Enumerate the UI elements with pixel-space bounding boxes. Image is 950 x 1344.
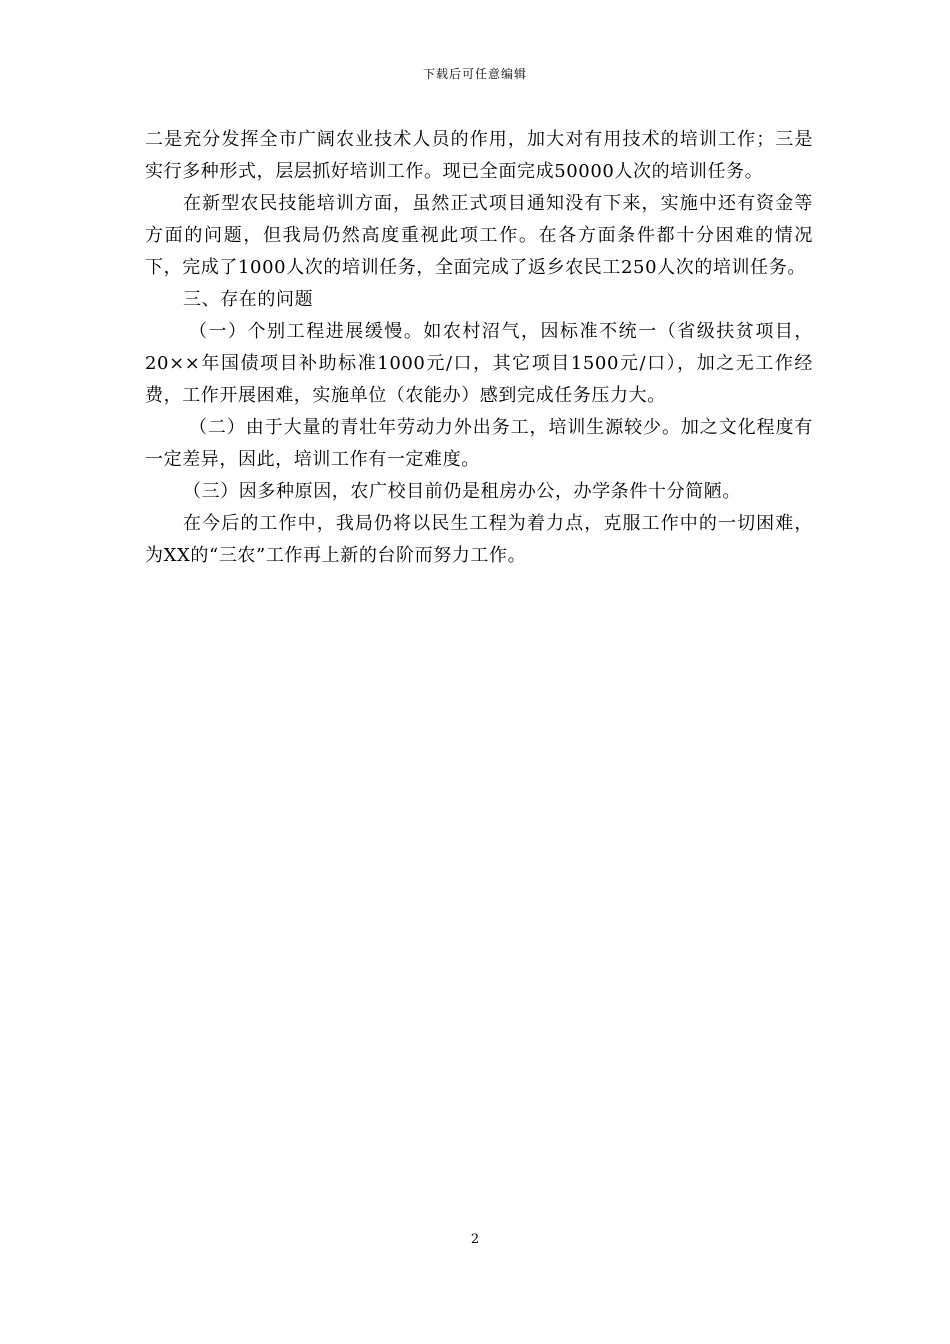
paragraph-new-farmer-training: 在新型农民技能培训方面，虽然正式项目通知没有下来，实施中还有资金等方面的问题，但我局仍然高度重视此项工作。在各方面条件都十分困难的情况下，完成了1000人次的培训任务，全面完成了返乡农民工250人次的培训任务。	[145, 193, 813, 278]
paragraph-problem-1: （一）个别工程进展缓慢。如农村沼气，因标准不统一（省级扶贫项目，20××年国债项目补助标准1000元/口，其它项目1500元/口），加之无工作经费，工作开展困难，实施单位（农能办）感到完成任务压力大。	[145, 321, 813, 406]
paragraph-problem-2: （二）由于大量的青壮年劳动力外出务工，培训生源较少。加之文化程度有一定差异，因此，培训工作有一定难度。	[145, 417, 813, 470]
section-heading-problems: 三、存在的问题	[183, 289, 314, 310]
paragraph-problem-3: （三）因多种原因，农广校目前仍是租房办公，办学条件十分简陋。	[183, 481, 741, 502]
page-number: 2	[470, 1232, 480, 1247]
paragraph-conclusion: 在今后的工作中，我局仍将以民生工程为着力点，克服工作中的一切困难，为XX的“三农”工作再上新的台阶而努力工作。	[145, 513, 813, 566]
page-header: 下载后可任意编辑	[422, 67, 527, 81]
paragraph-training-summary: 二是充分发挥全市广阔农业技术人员的作用，加大对有用技术的培训工作；三是实行多种形式，层层抓好培训工作。现已全面完成50000人次的培训任务。	[145, 129, 813, 182]
document-body	[145, 124, 813, 572]
